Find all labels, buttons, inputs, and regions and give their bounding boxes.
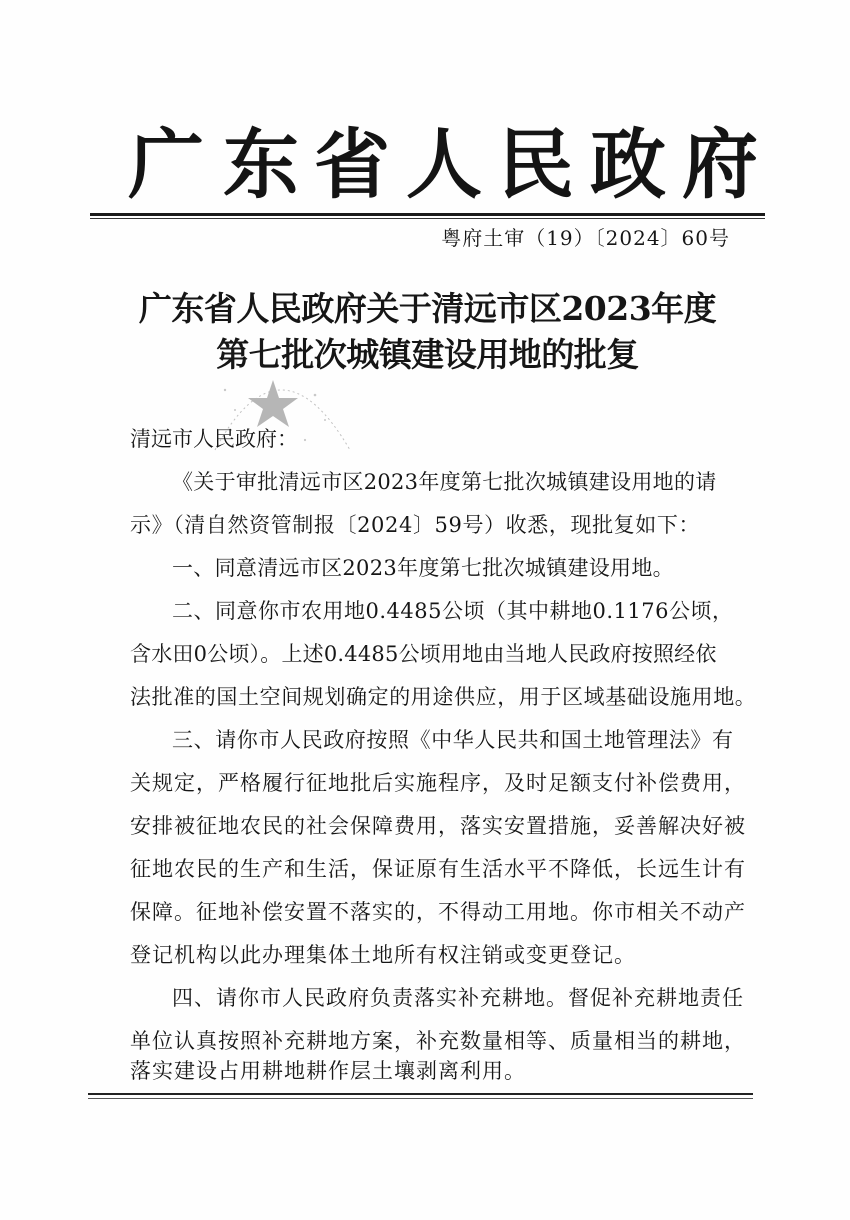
masthead-char: 民 [498, 120, 574, 209]
masthead-char: 省 [314, 120, 390, 209]
masthead-char: 府 [682, 120, 758, 209]
paragraph-line: 保障。征地补偿安置不落实的，不得动工用地。你市相关不动产 [130, 900, 746, 924]
paragraph-line: 登记机构以此办理集体土地所有权注销或变更登记。 [130, 943, 636, 967]
masthead-char: 东 [223, 120, 299, 209]
paragraph-line: 征地农民的生产和生活，保证原有生活水平不降低，长远生计有 [130, 857, 746, 881]
paragraph-line: 单位认真按照补充耕地方案，补充数量相等、质量相当的耕地， [130, 1029, 746, 1053]
paragraph-line: 含水田0公顷）。上述0.4485公顷用地由当地人民政府按照经依 [130, 642, 717, 666]
paragraph-line: 安排被征地农民的社会保障费用，落实安置措施，妥善解决好被 [130, 814, 746, 838]
document-number: 粤府土审（19）〔2024〕60号 [441, 226, 730, 250]
masthead [88, 120, 764, 210]
paragraph-line: 关规定，严格履行征地批后实施程序，及时足额支付补偿费用， [130, 771, 746, 795]
salutation: 清远市人民政府： [130, 427, 298, 451]
masthead-char: 政 [590, 120, 666, 209]
header-divider-thick [90, 213, 765, 216]
document-title-line-1: 广东省人民政府关于清远市区2023年度 [138, 289, 717, 328]
paragraph-line: 《关于审批清远市区2023年度第七批次城镇建设用地的请 [172, 470, 717, 494]
paragraph-line: 三、请你市人民政府按照《中华人民共和国土地管理法》有 [172, 728, 734, 752]
footer-divider-thick [88, 1093, 753, 1095]
paragraph-line: 一、同意清远市区2023年度第七批次城镇建设用地。 [172, 556, 674, 580]
masthead-char: 人 [406, 120, 482, 209]
masthead-char: 广 [128, 120, 204, 209]
paragraph-line: 落实建设占用耕地耕作层土壤剥离利用。 [130, 1059, 526, 1083]
footer-divider-thin [88, 1098, 753, 1099]
paragraph-line: 法批准的国土空间规划确定的用途供应，用于区域基础设施用地。 [130, 685, 757, 709]
document-title-line-2: 第七批次城镇建设用地的批复 [216, 335, 639, 374]
header-divider-thin [90, 218, 765, 219]
paragraph-line: 示》（清自然资管制报〔2024〕59号）收悉，现批复如下： [130, 513, 701, 537]
paragraph-line: 四、请你市人民政府负责落实补充耕地。督促补充耕地责任 [172, 986, 744, 1010]
paragraph-line: 二、同意你市农用地0.4485公顷（其中耕地0.1176公顷， [172, 599, 734, 623]
